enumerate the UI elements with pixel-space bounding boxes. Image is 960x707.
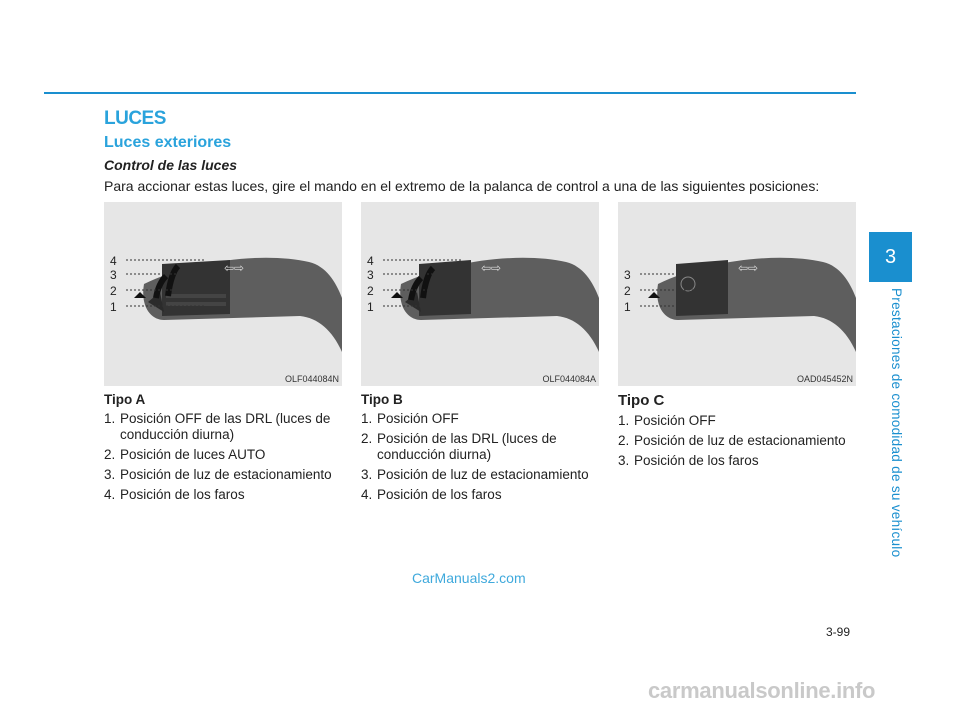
position-marker-2: 2: [110, 284, 117, 298]
svg-text:⇦⇨: ⇦⇨: [738, 261, 759, 275]
position-marker-1: 1: [110, 300, 117, 314]
list-item: 3. Posición de luz de estacionamiento: [361, 467, 589, 482]
position-marker-2: 2: [624, 284, 631, 298]
light-stalk-illustration-a: [104, 202, 342, 386]
svg-text:⇦⇨: ⇦⇨: [481, 261, 502, 275]
page-number: 3-99: [826, 625, 851, 639]
light-stalk-illustration-c: [618, 202, 856, 386]
figure-code: OLF044084A: [542, 374, 596, 384]
position-marker-2: 2: [367, 284, 374, 298]
figure-type-a: [104, 202, 342, 386]
figure-type-c: [618, 202, 856, 386]
type-a-list: [104, 392, 344, 507]
list-item: 3. Posición de los faros: [618, 453, 759, 468]
position-marker-1: 1: [367, 300, 374, 314]
list-item: 4. Posición de los faros: [104, 487, 245, 502]
type-b-title: Tipo B: [361, 392, 403, 407]
svg-text:⇦⇨: ⇦⇨: [224, 261, 245, 275]
list-item: 2. Posición de las DRL (luces de conducción diurna): [361, 431, 557, 462]
chapter-title: Prestaciones de comodidad de su vehículo: [889, 288, 904, 558]
type-b-list: [361, 392, 601, 507]
section-title: LUCES: [104, 108, 166, 129]
intro-text: Para accionar estas luces, gire el mando en el extremo de la palanca de control a una de las siguientes posiciones:: [104, 178, 820, 194]
watermark-link[interactable]: CarManuals2.com: [412, 570, 526, 586]
position-marker-1: 1: [624, 300, 631, 314]
position-marker-4: 4: [110, 254, 117, 268]
list-item: 4. Posición de los faros: [361, 487, 502, 502]
top-rule: [44, 92, 856, 94]
position-marker-3: 3: [367, 268, 374, 282]
list-item: 1. Posición OFF: [361, 411, 459, 426]
list-item: 2. Posición de luz de estacionamiento: [618, 433, 846, 448]
light-stalk-illustration-b: [361, 202, 599, 386]
position-marker-3: 3: [110, 268, 117, 282]
list-item: 1. Posición OFF: [618, 413, 716, 428]
chapter-number-tab: 3: [869, 232, 912, 282]
figure-code: OAD045452N: [796, 374, 853, 384]
position-marker-3: 3: [624, 268, 631, 282]
list-item: 2. Posición de luces AUTO: [104, 447, 266, 462]
type-a-title: Tipo A: [104, 392, 146, 407]
position-marker-4: 4: [367, 254, 374, 268]
type-c-list: [618, 392, 858, 473]
figure-code: OLF044084N: [284, 374, 339, 384]
type-c-title: Tipo C: [618, 392, 665, 409]
list-item: 3. Posición de luz de estacionamiento: [104, 467, 332, 482]
footer-watermark: carmanualsonline.info: [648, 678, 876, 703]
list-item: 1. Posición OFF de las DRL (luces de conducción diurna): [104, 411, 331, 442]
subheading: Control de las luces: [104, 157, 238, 173]
figure-type-b: [361, 202, 599, 386]
subsection-title: Luces exteriores: [104, 134, 232, 151]
